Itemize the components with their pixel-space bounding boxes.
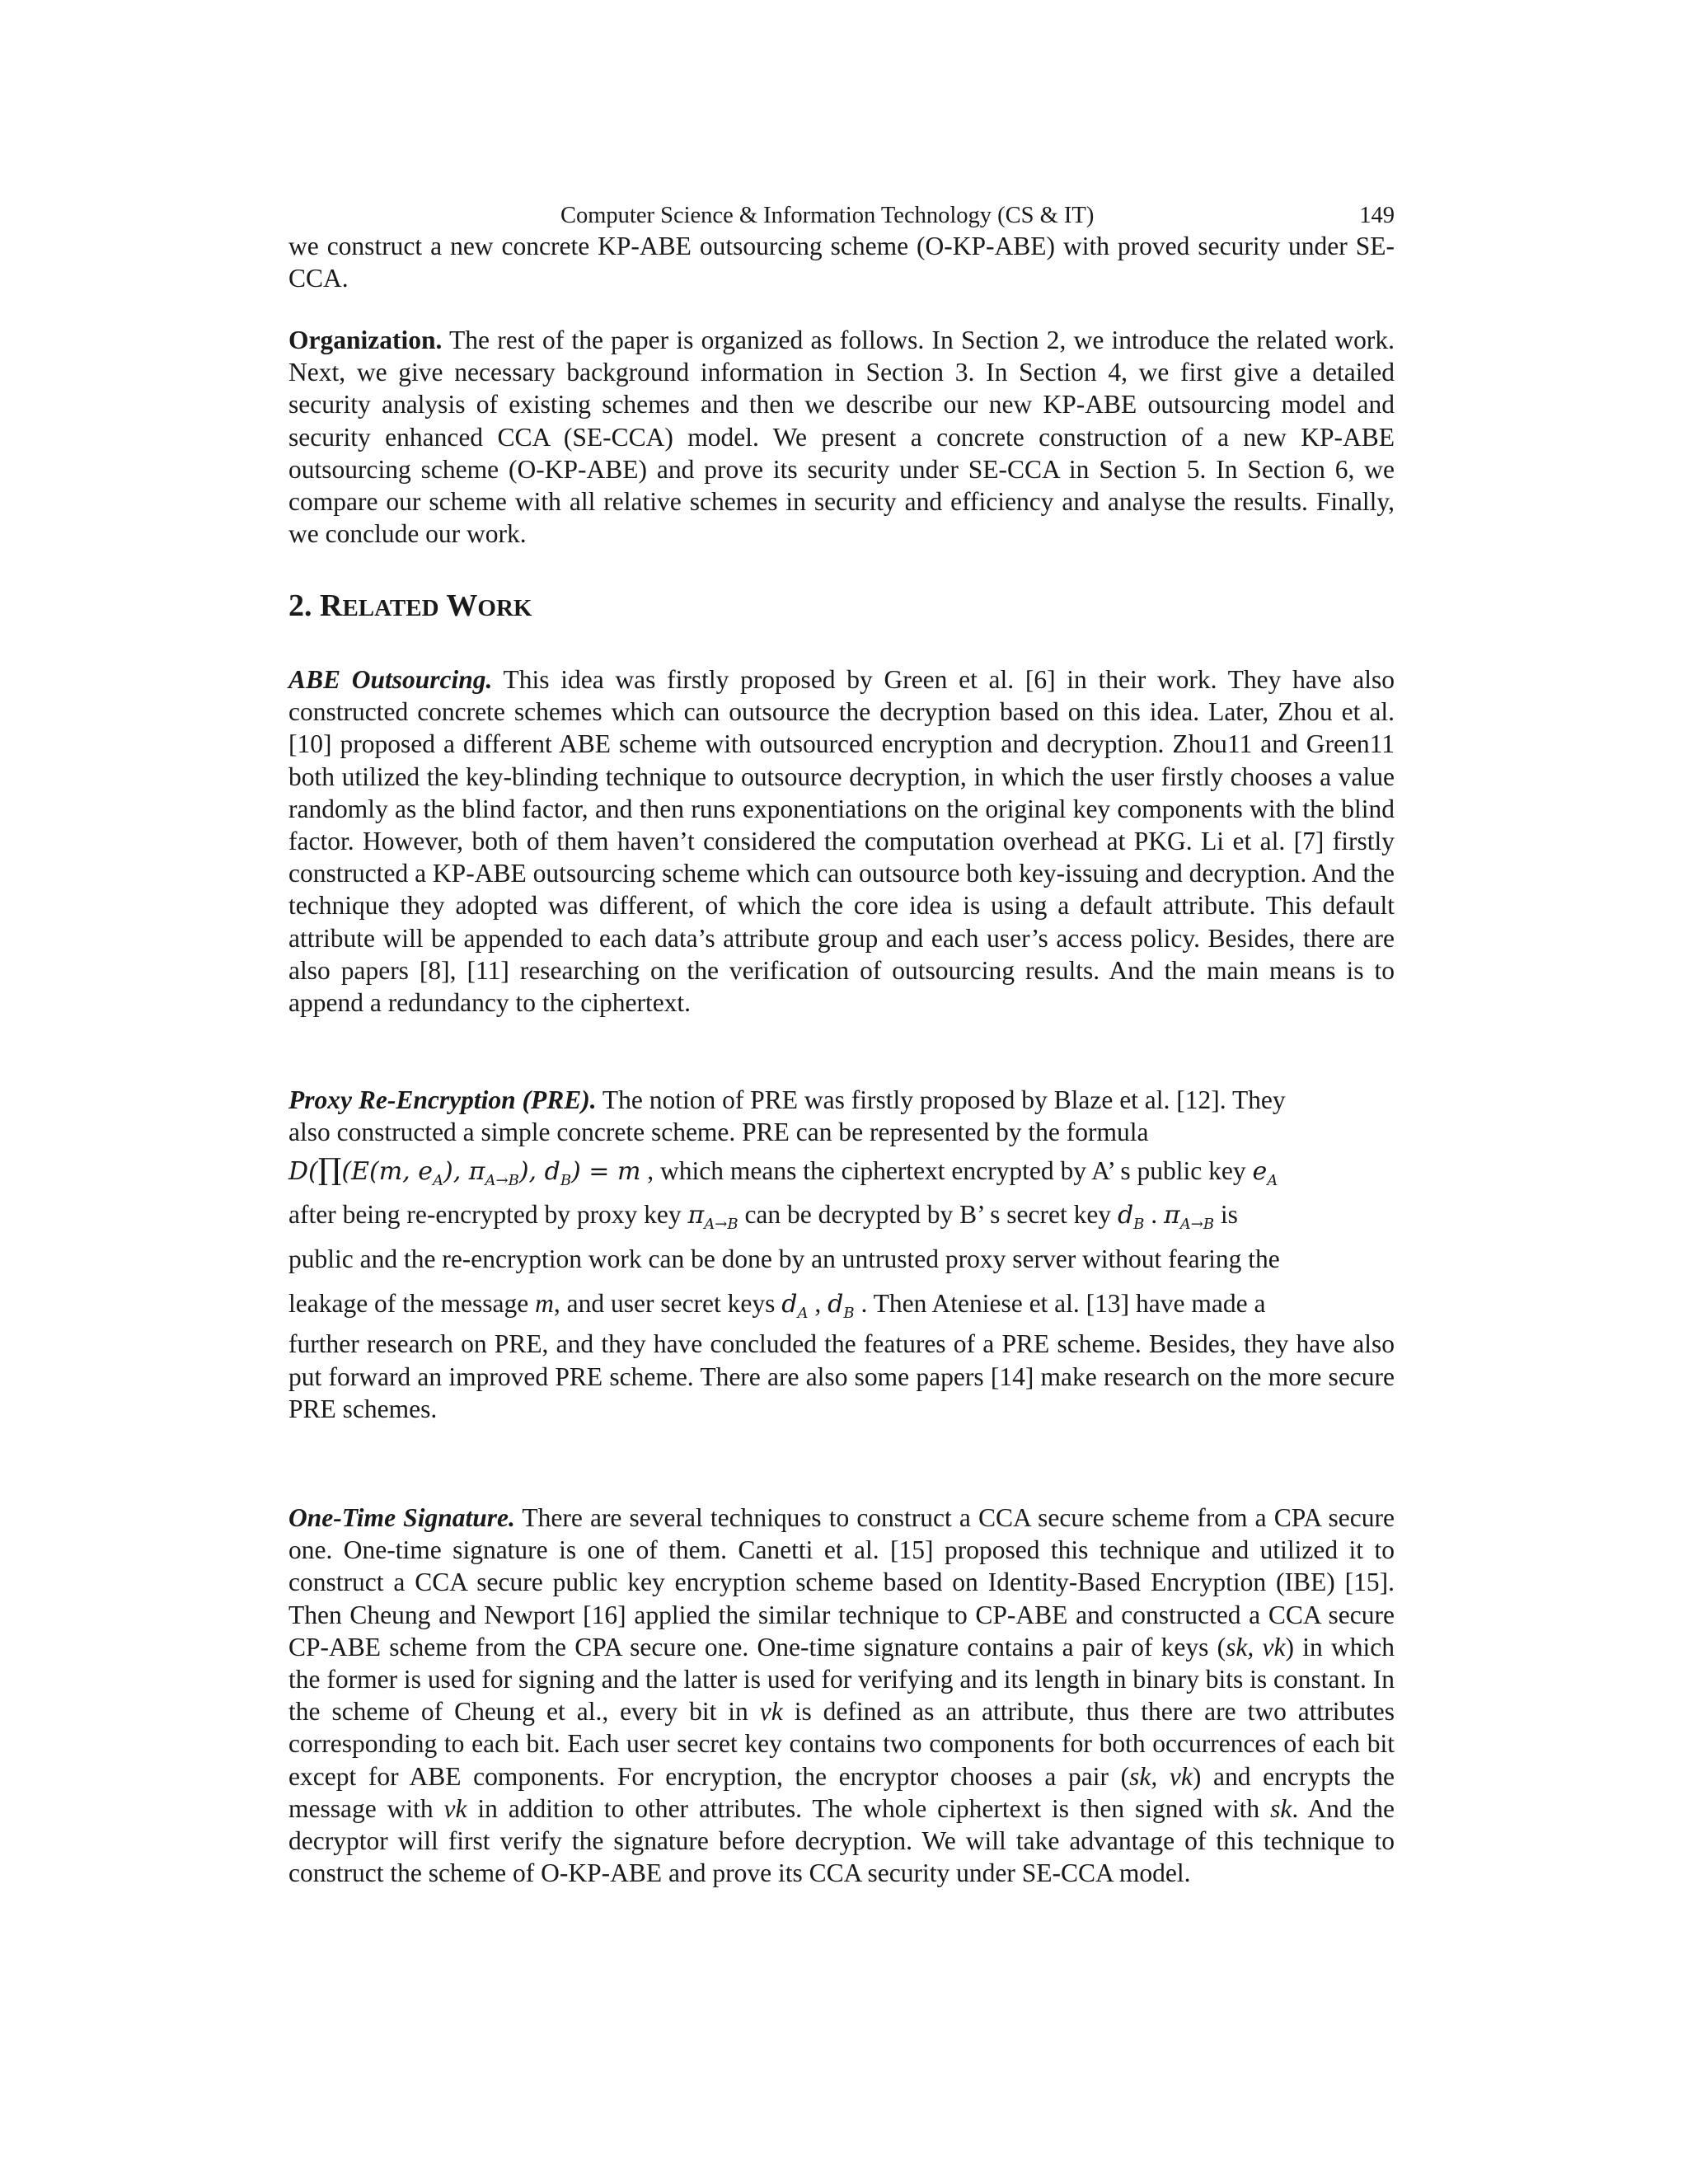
page-number: 149 — [1359, 203, 1395, 228]
intro-paragraph: we construct a new concrete KP-ABE outsourcing scheme (O-KP-ABE) with proved security under SE-CCA. — [288, 232, 1395, 293]
pre-formula: D(∏(E(m, $e_A$), $\pi_{A\to B}$), $d_B) = m$ — [288, 1153, 641, 1190]
abe-outsourcing-text: This idea was firstly proposed by Green et al. [6] in their work. They have also constructed concrete schemes which can outsource the decryption based on this idea. Later, Zhou et al. [10] proposed a different ABE scheme with outsourced encryption and decryption. Zhou11 and Green11 both utilized the key-blinding technique to outsource decryption, in which the user firstly chooses a value randomly as the blind factor, and then runs exponentiations on the original key components with the blind factor. However, both of them haven’t considered the computation overhead at PKG. Li et al. [7] firstly constructed a KP-ABE outsourcing scheme which can outsource both key-issuing and decryption. And the technique they adopted was different, of which the core idea is using a default attribute. This default attribute will be appended to each data’s attribute group and each user’s access policy. Besides, there are also papers [8], [11] researching on the verification of outsourcing results. And the main means is to append a redundancy to the ciphertext. — [288, 665, 1395, 1018]
abe-outsourcing-label: ABE Outsourcing. — [288, 665, 493, 694]
running-header — [288, 201, 1395, 231]
organization-text: The rest of the paper is organized as follows. In Section 2, we introduce the related work. Next, we give necessary background information in Section 3. In Section 4, we first give a detailed security analysis of existing schemes and then we describe our new KP-ABE outsourcing model and security enhanced CCA (SE-CCA) model. We present a concrete construction of a new KP-ABE outsourcing scheme (O-KP-ABE) and prove its security under SE-CCA in Section 5. In Section 6, we compare our scheme with all relative schemes in security and efficiency and analyse the results. Finally, we conclude our work. — [288, 326, 1395, 549]
one-time-signature-label: One-Time Signature. — [288, 1503, 515, 1532]
pre-formula-line: D(∏(E(m, $e_A$), $\pi_{A\to B}$), $d_B) = m$ , which means the ciphertext encrypted by A’ s public key $e_A$ — [288, 1153, 1278, 1190]
organization-label: Organization. — [288, 326, 443, 354]
journal-title: Computer Science & Information Technology (CS & IT) — [560, 203, 1095, 228]
abe-outsourcing-paragraph — [288, 663, 1395, 1019]
one-time-signature-paragraph: One-Time Signature. There are several techniques to construct a CCA secure scheme from a CPA secure one. One-time signature is one of them. Canetti et al. [15] proposed this technique and utilized it to construct a CCA secure public key encryption scheme based on Identity-Based Encryption (IBE) [15]. Then Cheung and Newport [16] applied the similar technique to CP-ABE and constructed a CCA secure CP-ABE scheme from the CPA secure one. One-time signature contains a pair of keys (sk, vk) in which the former is used for signing and the latter is used for verifying and its length in binary bits is constant. In the scheme of Cheung et al., every bit in vk is defined as an attribute, thus there are two attributes corresponding to each bit. Each user secret key contains two components for both occurrences of each bit except for ABE components. For encryption, the encryptor chooses a pair (sk, vk) and encrypts the message with vk in addition to other attributes. The whole ciphertext is then signed with sk. And the decryptor will first verify the signature before decryption. We will take advantage of this technique to construct the scheme of O-KP-ABE and prove its CCA security under SE-CCA model. — [288, 1503, 1395, 1888]
pre-paragraph: Proxy Re-Encryption (PRE). The notion of PRE was firstly proposed by Blaze et al. [12]. They also constructed a simple concrete scheme. PRE can be represented by the formula D(∏(E(m, $e_A$), $\pi_{A\to B}$), $d_B) = m$ , which means the ciphertext encrypted by A’ s public key $e_A$ after being re-encrypted by proxy key $\pi_{A\to B}$ can be decrypted by B’ s secret key $d_B$ . $\pi_{A\to B}$ is public and the re-encryption work can be done by an untrusted proxy server without fearing the leakage of the message m, and user secret keys $d_A$ , $d_B$ . Then Ateniese et al. [13] have made a further research on PRE, and they have concluded the features of a PRE scheme. Besides, they have also put forward an improved PRE scheme. There are also some papers [14] make research on the more secure PRE schemes. — [288, 1085, 1395, 1423]
pre-label: Proxy Re-Encryption (PRE). — [288, 1085, 597, 1114]
organization-paragraph — [288, 324, 1395, 550]
section-heading: 2. RELATED WORK — [288, 588, 532, 623]
